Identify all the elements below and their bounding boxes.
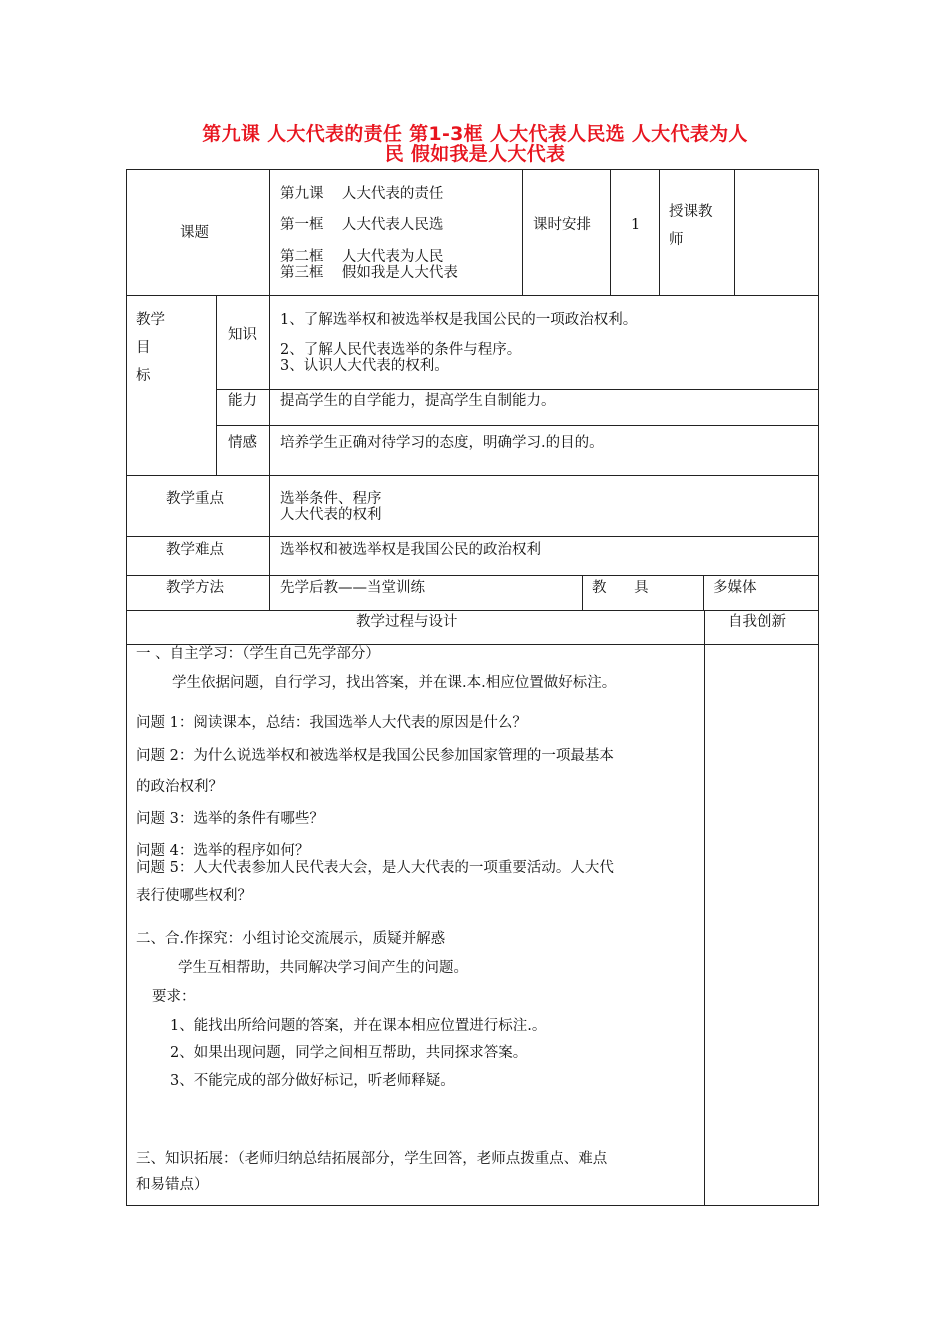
table-rule [126, 644, 819, 645]
emotion-label: 情感 [228, 435, 257, 451]
key-points-label: 教学重点 [166, 491, 224, 507]
process-line: 学生互相帮助，共同解决学习间产生的问题。 [178, 960, 468, 976]
process-line: 1、能找出所给问题的答案，并在课本相应位置进行标注.。 [170, 1018, 547, 1034]
topic-line-2: 第一框 人大代表人民选 [280, 217, 444, 233]
process-line: 问题 1：阅读课本，总结：我国选举人大代表的原因是什么？ [136, 715, 527, 731]
difficulty-label: 教学难点 [166, 542, 224, 558]
tools-value: 多媒体 [713, 580, 757, 596]
topic-line-1: 第九课 人大代表的责任 [280, 186, 444, 202]
table-rule [703, 575, 704, 610]
topic-line-4: 第三框 假如我是人大代表 [280, 265, 458, 281]
process-line: 二、合.作探究：小组讨论交流展示，质疑并解惑 [136, 931, 446, 947]
topic-label: 课题 [180, 225, 209, 241]
process-line: 要求： [152, 989, 196, 1005]
table-border-bottom [126, 1205, 819, 1206]
teacher-label-2: 师 [669, 232, 684, 248]
process-line: 学生依据问题，自行学习，找出答案，并在课.本.相应位置做好标注。 [172, 675, 617, 691]
page-title [130, 124, 820, 164]
key-points-line-2: 人大代表的权利 [280, 507, 382, 523]
process-line: 的政治权利？ [136, 779, 223, 795]
method-text: 先学后教——当堂训练 [280, 580, 425, 596]
goals-label-3: 标 [136, 368, 151, 384]
process-line: 一 、自主学习：（学生自己先学部分） [136, 646, 380, 662]
process-line: 表行使哪些权利？ [136, 888, 252, 904]
table-rule [126, 610, 819, 611]
table-rule [659, 169, 660, 295]
table-rule [126, 295, 819, 296]
table-rule [704, 610, 705, 1206]
table-rule [216, 295, 217, 475]
table-rule [269, 295, 270, 610]
knowledge-label: 知识 [228, 327, 257, 343]
method-label: 教学方法 [166, 580, 224, 596]
process-line: 和易错点） [136, 1177, 209, 1193]
teacher-label-1: 授课教 [669, 204, 713, 220]
hours-label: 课时安排 [533, 217, 591, 233]
key-points-line-1: 选举条件、程序 [280, 491, 382, 507]
table-border-right [818, 169, 819, 1206]
goals-label-2: 目 [136, 340, 151, 356]
table-rule [126, 575, 819, 576]
process-line: 问题 4：选举的程序如何？ [136, 843, 310, 859]
process-line: 3、不能完成的部分做好标记，听老师释疑。 [170, 1073, 455, 1089]
table-rule [126, 475, 819, 476]
topic-line-3: 第二框 人大代表为人民 [280, 249, 444, 265]
process-line: 问题 5：人大代表参加人民代表大会，是人大代表的一项重要活动。人大代 [136, 860, 614, 876]
table-rule [216, 389, 819, 390]
ability-text: 提高学生的自学能力，提高学生自制能力。 [280, 393, 556, 409]
knowledge-item-1: 1、了解选举权和被选举权是我国公民的一项政治权利。 [280, 312, 638, 328]
ability-label: 能力 [228, 393, 257, 409]
innovation-header: 自我创新 [728, 614, 786, 630]
knowledge-item-2: 2、了解人民代表选举的条件与程序。 [280, 342, 522, 358]
table-rule [610, 169, 611, 295]
tools-label: 教 具 [592, 580, 649, 596]
table-rule [126, 536, 819, 537]
table-rule [216, 425, 819, 426]
table-rule [582, 575, 583, 610]
title-line-2: 民 假如我是人大代表 [384, 143, 566, 165]
process-line: 2、如果出现问题，同学之间相互帮助，共同探求答案。 [170, 1045, 528, 1061]
goals-label-1: 教学 [136, 312, 165, 328]
table-rule [522, 169, 523, 295]
table-rule [734, 169, 735, 295]
knowledge-item-3: 3、认识人大代表的权利。 [280, 358, 449, 374]
process-line: 问题 2：为什么说选举权和被选举权是我国公民参加国家管理的一项最基本 [136, 748, 614, 764]
title-line-1: 第九课 人大代表的责任 第1-3框 人大代表人民选 人大代表为人 [202, 123, 748, 145]
table-border-left [126, 169, 127, 1206]
difficulty-text: 选举权和被选举权是我国公民的政治权利 [280, 542, 541, 558]
process-header: 教学过程与设计 [356, 614, 458, 630]
process-line: 问题 3：选举的条件有哪些？ [136, 811, 324, 827]
emotion-text: 培养学生正确对待学习的态度，明确学习.的目的。 [280, 435, 604, 451]
process-line: 三、知识拓展：（老师归纳总结拓展部分，学生回答，老师点拨重点、难点 [136, 1151, 608, 1167]
table-rule [269, 169, 270, 295]
table-border-top [126, 169, 819, 170]
hours-value: 1 [631, 217, 641, 233]
